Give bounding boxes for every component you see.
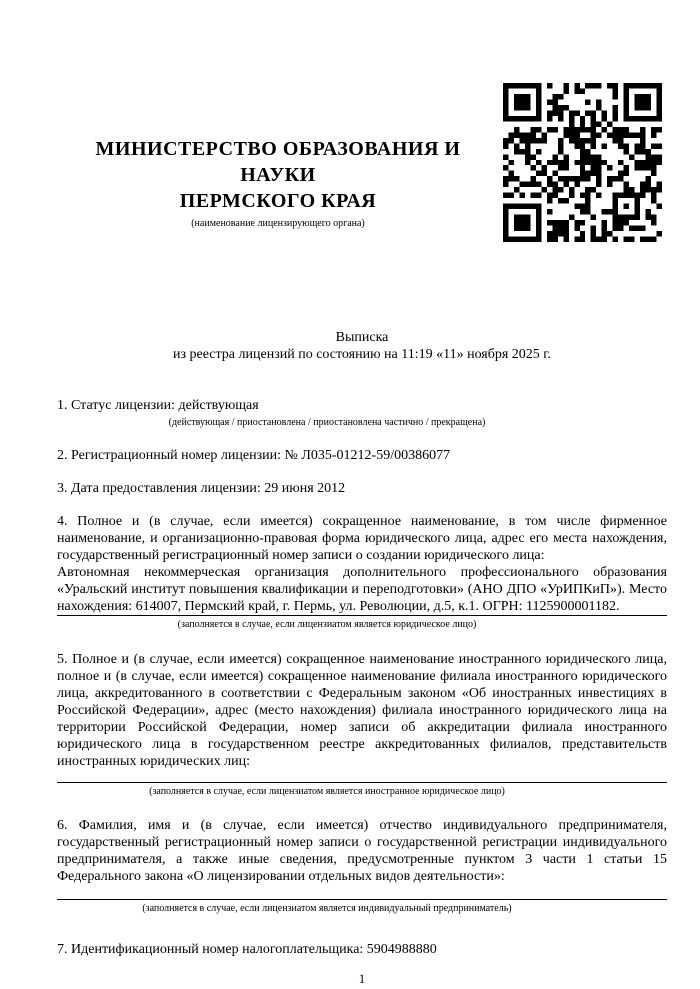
foreign-entity-label: 5. Полное и (в случае, если имеется) сокращенное наименование иностранного юридического лица, полное и (в случае, если имеется) сокращенное наименование филиала иностранного юридического лица, аккредитованного в соответствии с Федеральным законом «Об иностранных инвестициях в Российской Федерации», адрес (место нахождения) филиала иностранного юридического лица на территории Российской Федерации, номер записи об аккредитации филиала иностранного юридического лица в государственном реестре аккредитованных филиалов, представительств иностранных юридических лиц: xyxy=(57,652,667,769)
legal-entity-label: 4. Полное и (в случае, если имеется) сокращенное наименование, в том числе фирменное наименование, и организационно-правовая форма юридического лица, адрес его места нахождения, государственный регистрационный номер записи о создании юридического лица: xyxy=(57,514,667,563)
page-number: 1 xyxy=(358,971,366,986)
doc-title-line1: Выписка xyxy=(335,330,389,345)
legal-entity-note: (заполняется в случае, если лицензиатом является юридическое лицо) xyxy=(177,619,477,630)
entrepreneur-field xyxy=(57,885,667,900)
legal-entity-item xyxy=(57,513,667,631)
foreign-entity-item xyxy=(57,651,667,798)
ministry-name-line1: МИНИСТЕРСТВО ОБРАЗОВАНИЯ И НАУКИ xyxy=(95,138,461,186)
inn-item: 7. Идентификационный номер налогоплательщика: 5904988880 xyxy=(57,942,437,957)
licensing-authority-header xyxy=(57,0,499,230)
ministry-name-line2: ПЕРМСКОГО КРАЯ xyxy=(179,190,377,212)
document-title xyxy=(57,329,667,363)
license-status-note: (действующая / приостановлена / приостановлена частично / прекращена) xyxy=(168,417,486,428)
entrepreneur-item xyxy=(57,817,667,915)
qr-code xyxy=(503,83,662,242)
legal-entity-value: Автономная некоммерческая организация дополнительного профессионального образования «Уральский институт повышения квалификации и переподготовки» (АНО ДПО «УрИПКиП»). Место нахождения: 614007, Пермский край, г. Пермь, ул. Революции, д.5, к.1. ОГРН: 1125900001182. xyxy=(57,565,667,614)
registration-number-item: 2. Регистрационный номер лицензии: № Л035-01212-59/00386077 xyxy=(57,448,451,463)
entrepreneur-note: (заполняется в случае, если лицензиатом является индивидуальный предприниматель) xyxy=(142,903,512,914)
ministry-note: (наименование лицензирующего органа) xyxy=(191,218,365,229)
doc-title-line2: из реестра лицензий по состоянию на 11:19 «11» ноября 2025 г. xyxy=(173,347,551,362)
entrepreneur-label: 6. Фамилия, имя и (в случае, если имеется) отчество индивидуального предпринимателя, государственный регистрационный номер записи о государственной регистрации индивидуального предпринимателя, а также иные сведения, предусмотренные пунктом 3 части 1 статьи 15 Федерального закона «О лицензировании отдельных видов деятельности»: xyxy=(57,818,667,884)
license-date-item: 3. Дата предоставления лицензии: 29 июня 2012 xyxy=(57,481,346,496)
foreign-entity-note: (заполняется в случае, если лицензиатом является иностранное юридическое лицо) xyxy=(149,786,505,797)
license-status-item xyxy=(57,397,667,429)
license-status-text: 1. Статус лицензии: действующая xyxy=(57,398,259,413)
foreign-entity-field xyxy=(57,770,667,783)
